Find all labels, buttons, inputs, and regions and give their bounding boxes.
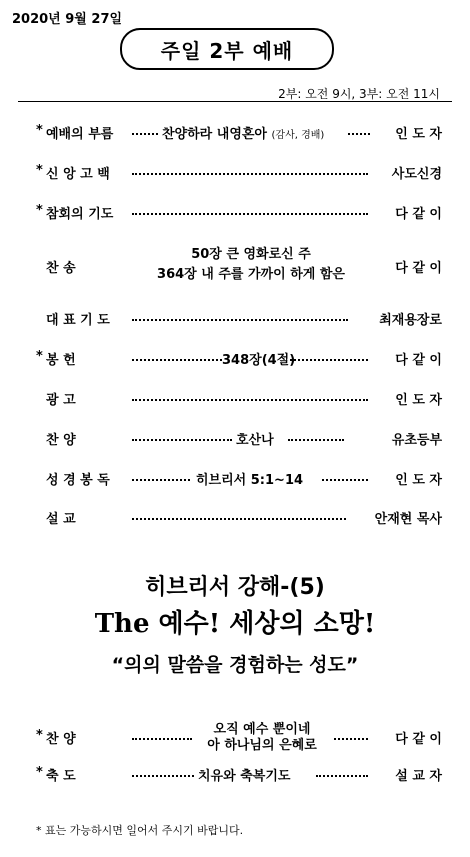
order-leader: 인 도 자	[395, 393, 442, 408]
order-label: 신 앙 고 백	[46, 167, 110, 182]
leader-dots	[132, 173, 368, 175]
order-label: 성 경 봉 독	[46, 473, 110, 488]
order-leader: 다 같 이	[395, 732, 442, 747]
order-leader: 설 교 자	[395, 769, 442, 784]
order-content: 찬양하라 내영혼아 (감사, 경배)	[162, 127, 325, 142]
praise-line: 아 하나님의 은혜로	[207, 738, 317, 753]
leader-dots	[132, 439, 232, 441]
sermon-series: 히브리서 강해-(5)	[145, 575, 325, 600]
order-label: 광 고	[46, 393, 76, 408]
order-content: 치유와 축복기도	[198, 769, 291, 784]
leader-dots	[132, 775, 194, 777]
standing-mark: *	[36, 765, 43, 780]
standing-mark: *	[36, 728, 43, 743]
standing-mark: *	[36, 349, 43, 364]
order-label: 대 표 기 도	[46, 313, 110, 328]
service-title: 주일 2부 예배	[120, 28, 334, 70]
praise-line: 오직 예수 뿐이네	[213, 722, 311, 737]
leader-dots	[132, 319, 348, 321]
order-leader: 다 같 이	[395, 353, 442, 368]
order-label: 참회의 기도	[46, 207, 114, 222]
leader-dots	[132, 399, 368, 401]
leader-dots	[132, 518, 346, 520]
hymn-line: 364장 내 주를 가까이 하게 함은	[157, 267, 345, 282]
order-content: 히브리서 5:1~14	[196, 473, 304, 488]
leader-dots	[132, 213, 368, 215]
standing-footnote: * 표는 가능하시면 일어서 주시기 바랍니다.	[36, 824, 244, 837]
leader-dots	[290, 359, 368, 361]
order-leader: 다 같 이	[395, 261, 442, 276]
order-label: 찬 양	[46, 433, 76, 448]
order-leader: 다 같 이	[395, 207, 442, 222]
order-content: 348장(4절)	[222, 353, 296, 368]
leader-dots	[322, 479, 368, 481]
order-label: 예배의 부름	[46, 127, 114, 142]
order-content: 호산나	[236, 433, 274, 448]
praise-lines	[194, 722, 330, 754]
order-label: 봉 헌	[46, 353, 76, 368]
sermon-subtitle: “의의 말씀을 경험하는 성도”	[111, 654, 359, 676]
standing-mark: *	[36, 203, 43, 218]
order-label: 축 도	[46, 769, 76, 784]
hymn-list	[140, 245, 362, 285]
order-leader: 인 도 자	[395, 473, 442, 488]
order-leader: 인 도 자	[395, 127, 442, 142]
header-divider	[18, 101, 452, 102]
hymn-line: 50장 큰 영화로신 주	[191, 247, 311, 262]
leader-dots	[288, 439, 344, 441]
order-leader: 사도신경	[391, 167, 442, 182]
leader-dots	[132, 738, 192, 740]
leader-dots	[132, 359, 222, 361]
order-leader: 안재현 목사	[374, 512, 442, 527]
leader-dots	[132, 479, 190, 481]
leader-dots	[334, 738, 368, 740]
order-leader: 유초등부	[391, 433, 442, 448]
leader-dots	[132, 133, 158, 135]
order-label: 설 교	[46, 512, 76, 527]
order-label: 찬 송	[46, 261, 76, 276]
leader-dots	[316, 775, 368, 777]
service-times: 2부: 오전 9시, 3부: 오전 11시	[278, 87, 440, 101]
sermon-title: The 예수! 세상의 소망!	[94, 609, 376, 639]
leader-dots	[348, 133, 370, 135]
standing-mark: *	[36, 163, 43, 178]
service-date: 2020년 9월 27일	[12, 12, 123, 27]
standing-mark: *	[36, 123, 43, 138]
order-leader: 최재용장로	[379, 313, 442, 328]
order-label: 찬 양	[46, 732, 76, 747]
